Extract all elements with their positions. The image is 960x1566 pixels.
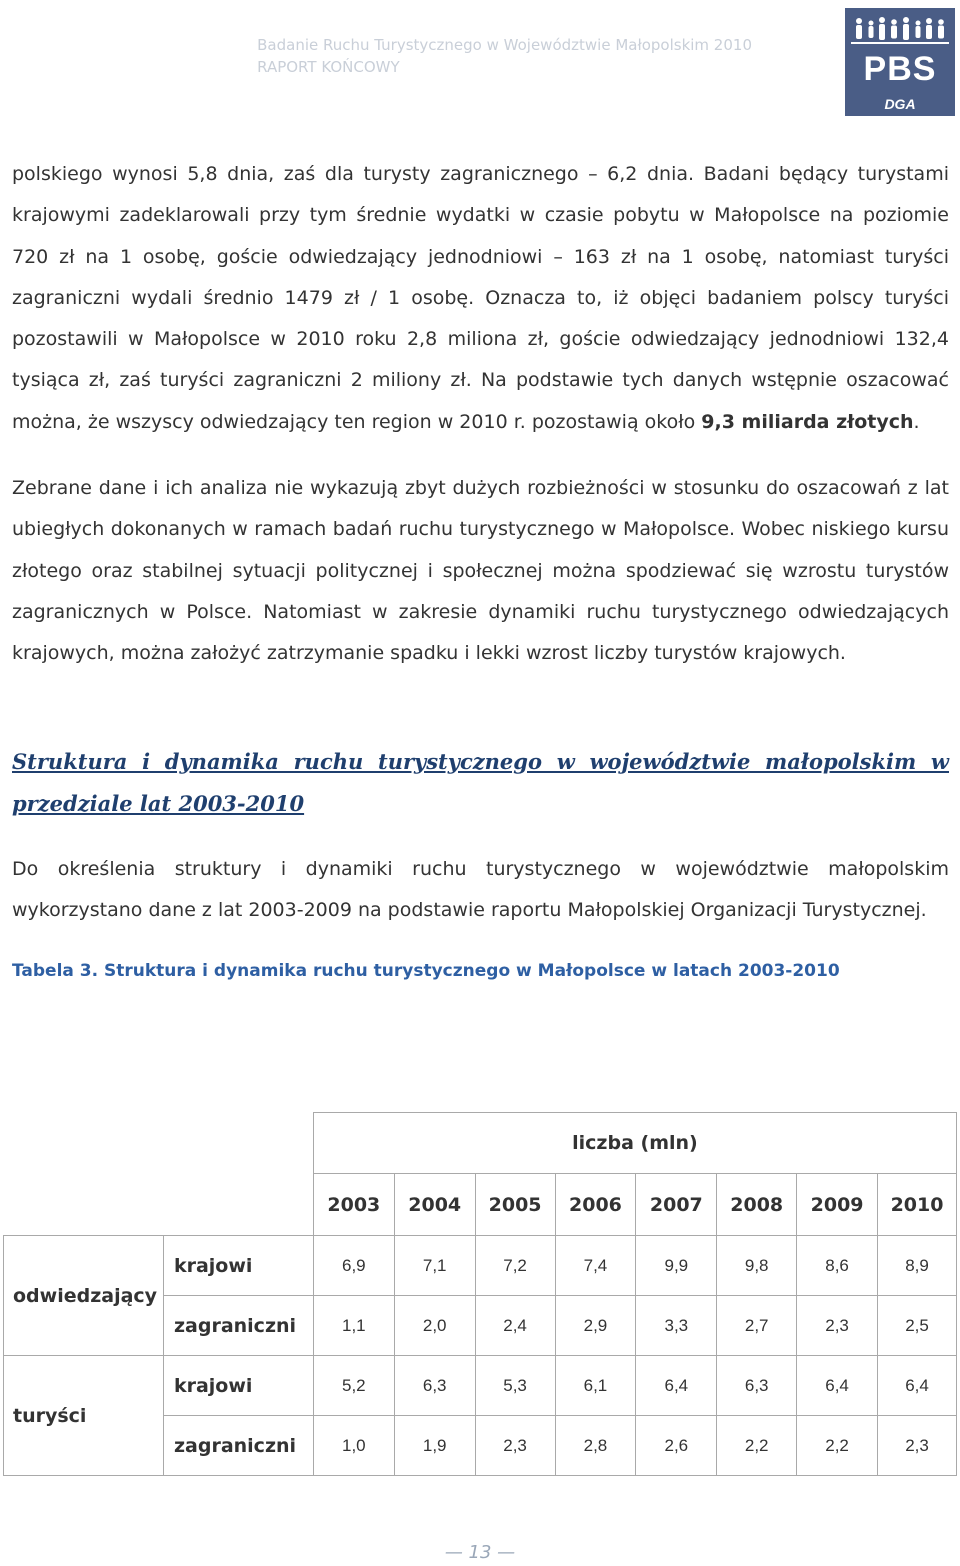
logo-subtext: DGA — [884, 96, 916, 112]
table-cell: 1,0 — [313, 1416, 394, 1476]
year-header-2010: 2010 — [878, 1174, 957, 1236]
table-cell: 6,4 — [797, 1356, 878, 1416]
table-cell: 2,7 — [717, 1296, 797, 1356]
year-header-2007: 2007 — [636, 1174, 717, 1236]
paragraph-analysis: Zebrane dane i ich analiza nie wykazują zbyt dużych rozbieżności w stosunku do oszacowań z lat ubiegłych dokonanych w ramach badań ruchu turystycznego w Małopolsce. Wobec niskiego kursu złotego oraz stabilnej sytuacji politycznej i społecznej można spodziewać się wzrostu turystów zagranicznych w Polsce. Natomiast w zakresie dynamiki ruchu turystycznego odwiedzających krajowych, można założyć zatrzymanie spadku i lekki wzrost liczby turystów krajowych. — [12, 477, 949, 665]
page-footer — [0, 1542, 960, 1563]
row-label: krajowi — [163, 1356, 313, 1416]
row-label: zagraniczni — [163, 1416, 313, 1476]
table-cell: 7,2 — [475, 1236, 555, 1296]
table-cell: 2,5 — [878, 1296, 957, 1356]
table-unit-header: liczba (mln) — [313, 1113, 956, 1174]
table-cell: 2,0 — [394, 1296, 475, 1356]
table-corner — [4, 1113, 314, 1236]
page-content — [12, 154, 949, 981]
table-cell: 2,3 — [878, 1416, 957, 1476]
table-cell: 5,3 — [475, 1356, 555, 1416]
table-cell: 6,4 — [636, 1356, 717, 1416]
table-cell: 1,1 — [313, 1296, 394, 1356]
footer-dash-right: — — [491, 1542, 516, 1563]
table-cell: 2,3 — [797, 1296, 878, 1356]
paragraph-source: Do określenia struktury i dynamiki ruchu turystycznego w województwie małopolskim wykorzystano dane z lat 2003-2009 na podstawie raportu Małopolskiej Organizacji Turystycznej. — [12, 857, 949, 921]
section-title: Struktura i dynamika ruchu turystycznego w województwie małopolskim w przedziale lat 2003-2010 — [12, 748, 949, 816]
table-row — [4, 1236, 957, 1296]
table-cell: 9,9 — [636, 1236, 717, 1296]
table-cell: 8,9 — [878, 1236, 957, 1296]
table-cell: 2,2 — [797, 1416, 878, 1476]
year-header-2005: 2005 — [475, 1174, 555, 1236]
table-cell: 7,4 — [555, 1236, 636, 1296]
table-cell: 5,2 — [313, 1356, 394, 1416]
table-cell: 3,3 — [636, 1296, 717, 1356]
year-header-2006: 2006 — [555, 1174, 636, 1236]
table-row — [4, 1356, 957, 1416]
year-header-2009: 2009 — [797, 1174, 878, 1236]
row-label: krajowi — [163, 1236, 313, 1296]
table-cell: 2,4 — [475, 1296, 555, 1356]
table-cell: 1,9 — [394, 1416, 475, 1476]
page-number: 13 — [468, 1542, 492, 1563]
table-cell: 2,6 — [636, 1416, 717, 1476]
row-label: zagraniczni — [163, 1296, 313, 1356]
paragraph-expenses-text: polskiego wynosi 5,8 dnia, zaś dla turysty zagranicznego – 6,2 dnia. Badani będący turystami krajowymi zadeklarowali przy tym średnie wydatki w czasie pobytu w Małopolsce na poziomie 720 zł na 1 osobę, goście odwiedzający jednodniowi – 163 zł na 1 osobę, natomiast turyści zagraniczni wydali średnio 1479 zł / 1 osobę. Oznacza to, iż objęci badaniem polscy turyści pozostawili w Małopolsce w 2010 roku 2,8 miliona zł, goście odwiedzający jednodniowi 132,4 tysiąca zł, zaś turyści zagraniczni 2 miliony zł. Na podstawie tych danych wstępnie oszacować można, że wszyscy odwiedzający ten region w 2010 r. pozostawią około — [12, 163, 949, 433]
table-cell: 9,8 — [717, 1236, 797, 1296]
group-label-1: turyści — [4, 1356, 164, 1476]
group-label-0: odwiedzający — [4, 1236, 164, 1356]
table-caption: Tabela 3. Struktura i dynamika ruchu turystycznego w Małopolsce w latach 2003-2010 — [12, 961, 840, 982]
paragraph-expenses-total: 9,3 miliarda złotych — [701, 410, 914, 433]
people-figures-icon — [851, 16, 949, 46]
tourism-table — [3, 1112, 957, 1476]
header-subtitle: RAPORT KOŃCOWY — [257, 58, 400, 76]
table-cell: 6,4 — [878, 1356, 957, 1416]
table-cell: 2,9 — [555, 1296, 636, 1356]
logo-text: PBS — [863, 50, 937, 88]
table-cell: 2,2 — [717, 1416, 797, 1476]
year-header-2003: 2003 — [313, 1174, 394, 1236]
table-cell: 6,3 — [394, 1356, 475, 1416]
paragraph-expenses-end: . — [913, 410, 920, 433]
footer-dash-left: — — [444, 1542, 469, 1563]
table-cell: 6,9 — [313, 1236, 394, 1296]
table-cell: 2,3 — [475, 1416, 555, 1476]
table-cell: 6,1 — [555, 1356, 636, 1416]
year-header-2008: 2008 — [717, 1174, 797, 1236]
table-header-unit-row — [4, 1113, 957, 1174]
table-cell: 2,8 — [555, 1416, 636, 1476]
year-header-2004: 2004 — [394, 1174, 475, 1236]
header-title: Badanie Ruchu Turystycznego w Województwie Małopolskim 2010 — [257, 36, 752, 54]
table-cell: 6,3 — [717, 1356, 797, 1416]
header-text — [257, 34, 752, 78]
paragraph-expenses — [12, 154, 949, 443]
table-cell: 7,1 — [394, 1236, 475, 1296]
page-header — [0, 0, 960, 120]
pbs-logo — [845, 8, 955, 116]
table-cell: 8,6 — [797, 1236, 878, 1296]
